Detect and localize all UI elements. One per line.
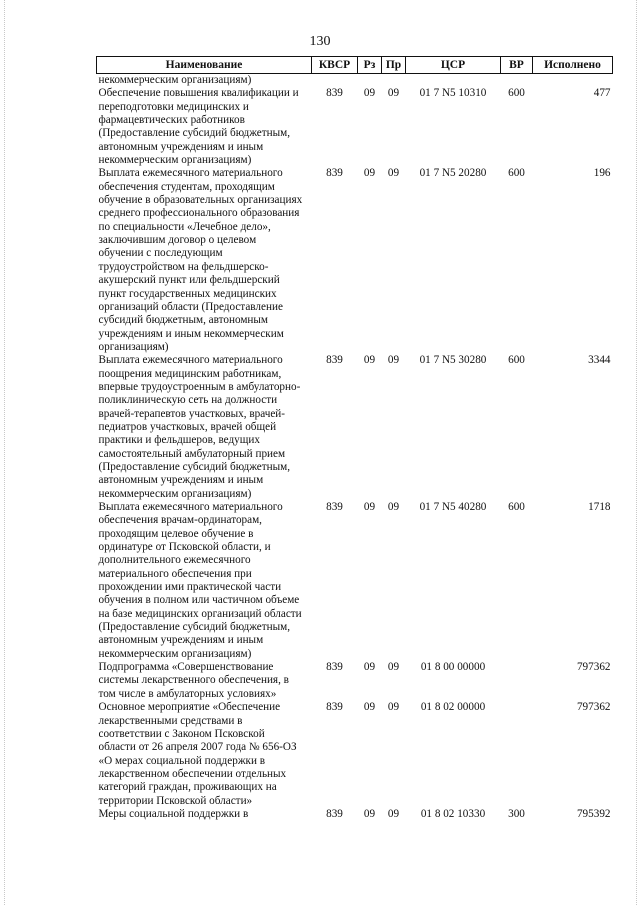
- row-pr: [382, 74, 406, 88]
- header-rz: Рз: [358, 57, 382, 74]
- row-csr: 01 7 N5 30280: [419, 354, 487, 367]
- row-name: Меры социальной поддержки в: [98, 807, 249, 820]
- row-pr: 09: [387, 167, 400, 180]
- row-csr: 01 8 00 00000: [420, 661, 486, 674]
- row-pr: 09: [387, 354, 400, 367]
- row-rz: 09: [363, 701, 376, 714]
- row-kvsr: 839: [326, 354, 343, 367]
- row-rz: 09: [363, 807, 376, 820]
- row-csr: 01 8 02 10330: [420, 807, 486, 820]
- header-vr: ВР: [501, 57, 533, 74]
- row-name: Выплата ежемесячного материального обеспечения студентам, проходящим обучение в образовательных организациях среднего профессионального образования по специальности «Лечебное дело», заключившим договор о целевом обучении с последующим трудоустройством на фельдшерско- акушерский пункт или фельдшерский пункт государственных медицинских организаций области (Предоставление субсидий бюджетным, автономным учреждениям и иным некоммерческим организациям): [98, 167, 303, 353]
- table-row: [97, 354, 613, 501]
- row-pr: 09: [387, 501, 400, 513]
- row-done: 1718: [588, 501, 611, 513]
- row-csr: 01 8 02 00000: [420, 701, 486, 714]
- row-vr: 300: [508, 807, 525, 820]
- scan-edge-left: [4, 0, 5, 905]
- row-done: 196: [593, 167, 611, 180]
- row-vr: 600: [508, 167, 525, 180]
- row-csr: 01 7 N5 10310: [419, 87, 487, 100]
- row-kvsr: [312, 74, 358, 88]
- row-name: Выплата ежемесячного материального поощрения медицинским работникам, впервые трудоустроенным в амбулаторно- поликлиническую сеть на должности врачей-терапевтов участковых, врачей- педиатров участковых, врачей общей практики и фельдшеров, ведущих самостоятельный амбулаторный прием (Предоставление субсидий бюджетным, автономным учреждениям и иным некоммерческим организациям): [98, 354, 301, 500]
- row-vr: [501, 701, 533, 808]
- table-row: [97, 808, 613, 821]
- row-done: 795392: [576, 807, 611, 820]
- row-vr: 600: [508, 354, 525, 367]
- table-header-row: [97, 57, 613, 74]
- row-vr: [501, 74, 533, 88]
- header-name: Наименование: [97, 57, 312, 74]
- row-vr: 600: [508, 501, 525, 513]
- row-done: 797362: [576, 701, 611, 714]
- table-row: [97, 701, 613, 808]
- row-csr: [406, 74, 501, 88]
- row-csr: 01 7 N5 40280: [419, 501, 487, 513]
- header-pr: Пр: [382, 57, 406, 74]
- scan-edge-right: [636, 0, 637, 905]
- table-row: [97, 661, 613, 701]
- row-pr: 09: [387, 807, 400, 820]
- row-kvsr: 839: [326, 807, 343, 820]
- row-rz: 09: [363, 167, 376, 180]
- row-name: Выплата ежемесячного материального обеспечения врачам-ординаторам, проходящим целевое обучение в ординатуре от Псковской области, и дополнительного ежемесячного материального обеспечения при прохождении ими практической части обучения в полном или частичном объеме на базе медицинских организаций области (Предоставление субсидий бюджетным, автономным учреждениям и иным некоммерческим организациям): [98, 501, 302, 660]
- row-pr: 09: [387, 661, 400, 674]
- row-rz: 09: [363, 501, 376, 513]
- row-done: 477: [593, 87, 611, 100]
- header-done: Исполнено: [533, 57, 613, 74]
- row-name: некоммерческим организациям): [98, 74, 252, 86]
- row-done: [533, 74, 613, 88]
- row-kvsr: 839: [326, 167, 343, 180]
- row-done: 797362: [576, 661, 611, 674]
- row-kvsr: 839: [326, 87, 343, 100]
- row-done: 3344: [588, 354, 611, 367]
- page-number: 130: [309, 34, 331, 49]
- row-pr: 09: [387, 701, 400, 714]
- row-name: Обеспечение повышения квалификации и переподготовки медицинских и фармацевтических работников (Предоставление субсидий бюджетным, автономным учреждениям и иным некоммерческим организациям): [98, 87, 299, 167]
- row-rz: 09: [363, 354, 376, 367]
- row-name: Основное мероприятие «Обеспечение лекарственными средствами в соответствии с Законом Псковской области от 26 апреля 2007 года № 656-ОЗ «О мерах социальной поддержки в лекарственном обеспечении отдельных категорий граждан, проживающих на территории Псковской области»: [98, 701, 297, 807]
- row-kvsr: 839: [326, 501, 343, 513]
- header-csr: ЦСР: [406, 57, 501, 74]
- row-kvsr: 839: [326, 701, 343, 714]
- row-name: Подпрограмма «Совершенствование системы лекарственного обеспечения, в том числе в амбулаторных условиях»: [98, 661, 289, 700]
- table-row: [97, 501, 613, 661]
- row-vr: 600: [508, 87, 525, 100]
- row-kvsr: 839: [326, 661, 343, 674]
- row-rz: 09: [363, 661, 376, 674]
- header-kvsr: КВСР: [312, 57, 358, 74]
- table-row: [97, 167, 613, 354]
- table-row: [97, 87, 613, 167]
- row-vr: [501, 661, 533, 701]
- budget-table: [96, 56, 613, 821]
- row-pr: 09: [387, 87, 400, 100]
- table-row: [97, 74, 613, 88]
- row-rz: [358, 74, 382, 88]
- row-csr: 01 7 N5 20280: [419, 167, 487, 180]
- row-rz: 09: [363, 87, 376, 100]
